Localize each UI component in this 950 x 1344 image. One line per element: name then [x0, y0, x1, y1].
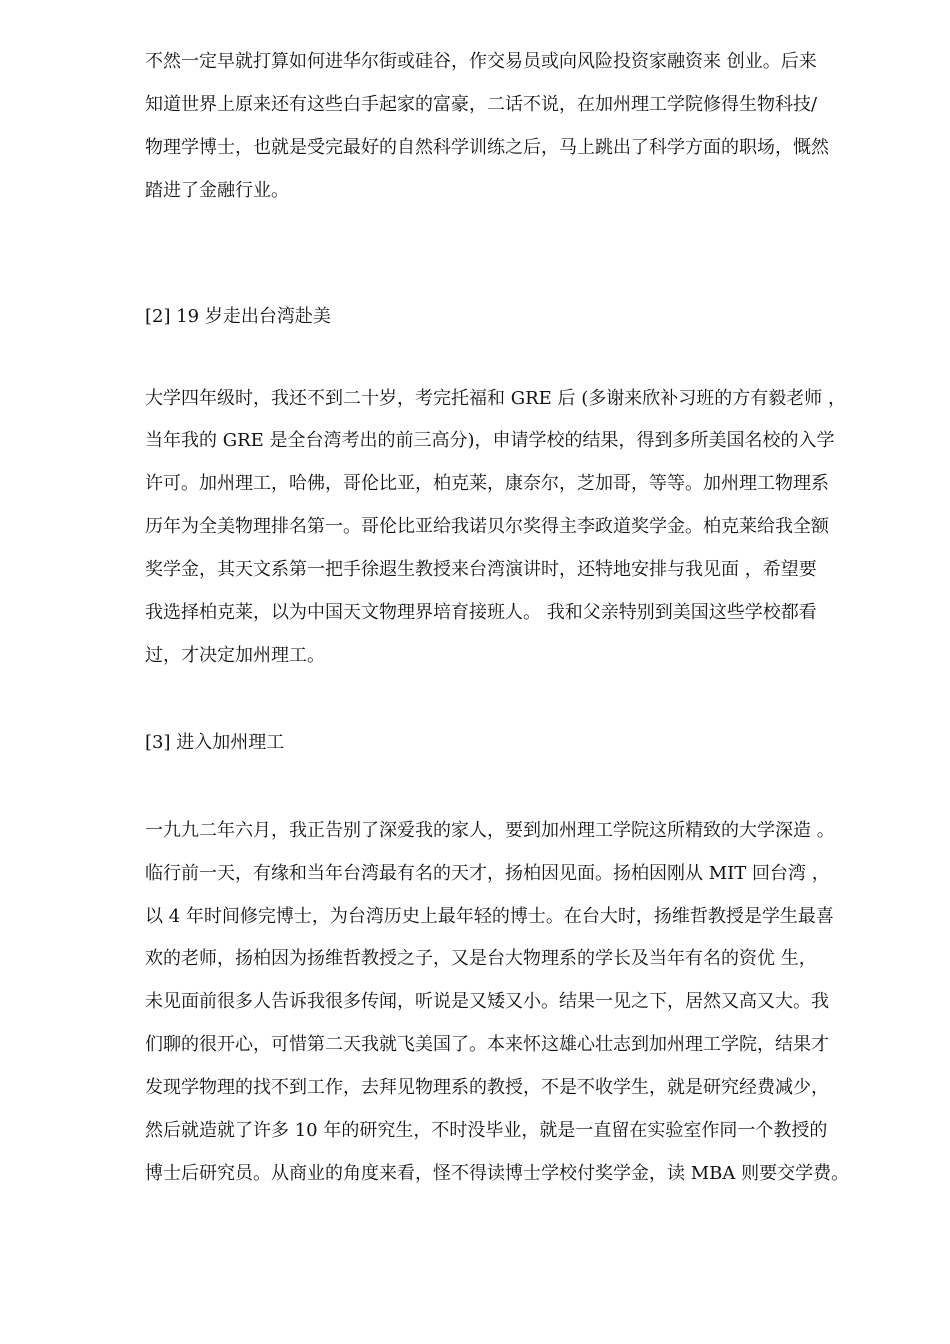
- paragraph-line: 物理学博士，也就是受完最好的自然科学训练之后，马上跳出了科学方面的职场，慨然: [145, 137, 829, 158]
- paragraph-line: 当年我的 GRE 是全台湾考出的前三高分)，申请学校的结果，得到多所美国名校的入学: [145, 430, 835, 451]
- paragraph-line: 我选择柏克莱，以为中国天文物理界培育接班人。 我和父亲特别到美国这些学校都看: [145, 602, 817, 623]
- paragraph-line: 以 4 年时间修完博士，为台湾历史上最年轻的博士。在台大时，扬维哲教授是学生最喜: [145, 906, 834, 927]
- paragraph-line: 许可。加州理工，哈佛，哥伦比亚，柏克莱，康奈尔，芝加哥，等等。加州理工物理系: [145, 473, 829, 494]
- paragraph-line: 未见面前很多人告诉我很多传闻，听说是又矮又小。结果一见之下，居然又高又大。我: [145, 991, 829, 1012]
- paragraph-line: 欢的老师，扬柏因为扬维哲教授之子，又是台大物理系的学长及当年有名的资优 生，: [145, 948, 817, 969]
- paragraph-line: 奖学金，其天文系第一把手徐遐生教授来台湾演讲时，还特地安排与我见面 ，希望要: [145, 559, 817, 580]
- paragraph-line: 们聊的很开心，可惜第二天我就飞美国了。本来怀这雄心壮志到加州理工学院，结果才: [145, 1034, 829, 1055]
- paragraph-line: 知道世界上原来还有这些白手起家的富豪，二话不说，在加州理工学院修得生物科技/: [145, 94, 818, 115]
- paragraph-line: 过，才决定加州理工。: [145, 645, 325, 666]
- paragraph-line: 一九九二年六月，我正告别了深爱我的家人，要到加州理工学院这所精致的大学深造 。: [145, 820, 835, 841]
- paragraph-line: 博士后研究员。从商业的角度来看，怪不得读博士学校付奖学金，读 MBA 则要交学费。: [145, 1163, 850, 1184]
- paragraph-line: 历年为全美物理排名第一。哥伦比亚给我诺贝尔奖得主李政道奖学金。柏克莱给我全额: [145, 516, 829, 537]
- paragraph-line: 不然一定早就打算如何进华尔街或硅谷，作交易员或向风险投资家融资来 创业。后来: [145, 51, 817, 72]
- paragraph-line: 大学四年级时，我还不到二十岁，考完托福和 GRE 后 (多谢来欣补习班的方有毅老师 ，: [145, 388, 846, 409]
- paragraph-line: 发现学物理的找不到工作，去拜见物理系的教授，不是不收学生，就是研究经费减少，: [145, 1077, 829, 1098]
- section-heading: [2] 19 岁走出台湾赴美: [145, 306, 331, 327]
- paragraph-line: 然后就造就了许多 10 年的研究生，不时没毕业，就是一直留在实验室作同一个教授的: [145, 1120, 828, 1141]
- paragraph-line: 临行前一天，有缘和当年台湾最有名的天才，扬柏因见面。扬柏因刚从 MIT 回台湾 ，: [145, 863, 830, 884]
- section-heading: [3] 进入加州理工: [145, 732, 285, 753]
- paragraph-line: 踏进了金融行业。: [145, 180, 289, 201]
